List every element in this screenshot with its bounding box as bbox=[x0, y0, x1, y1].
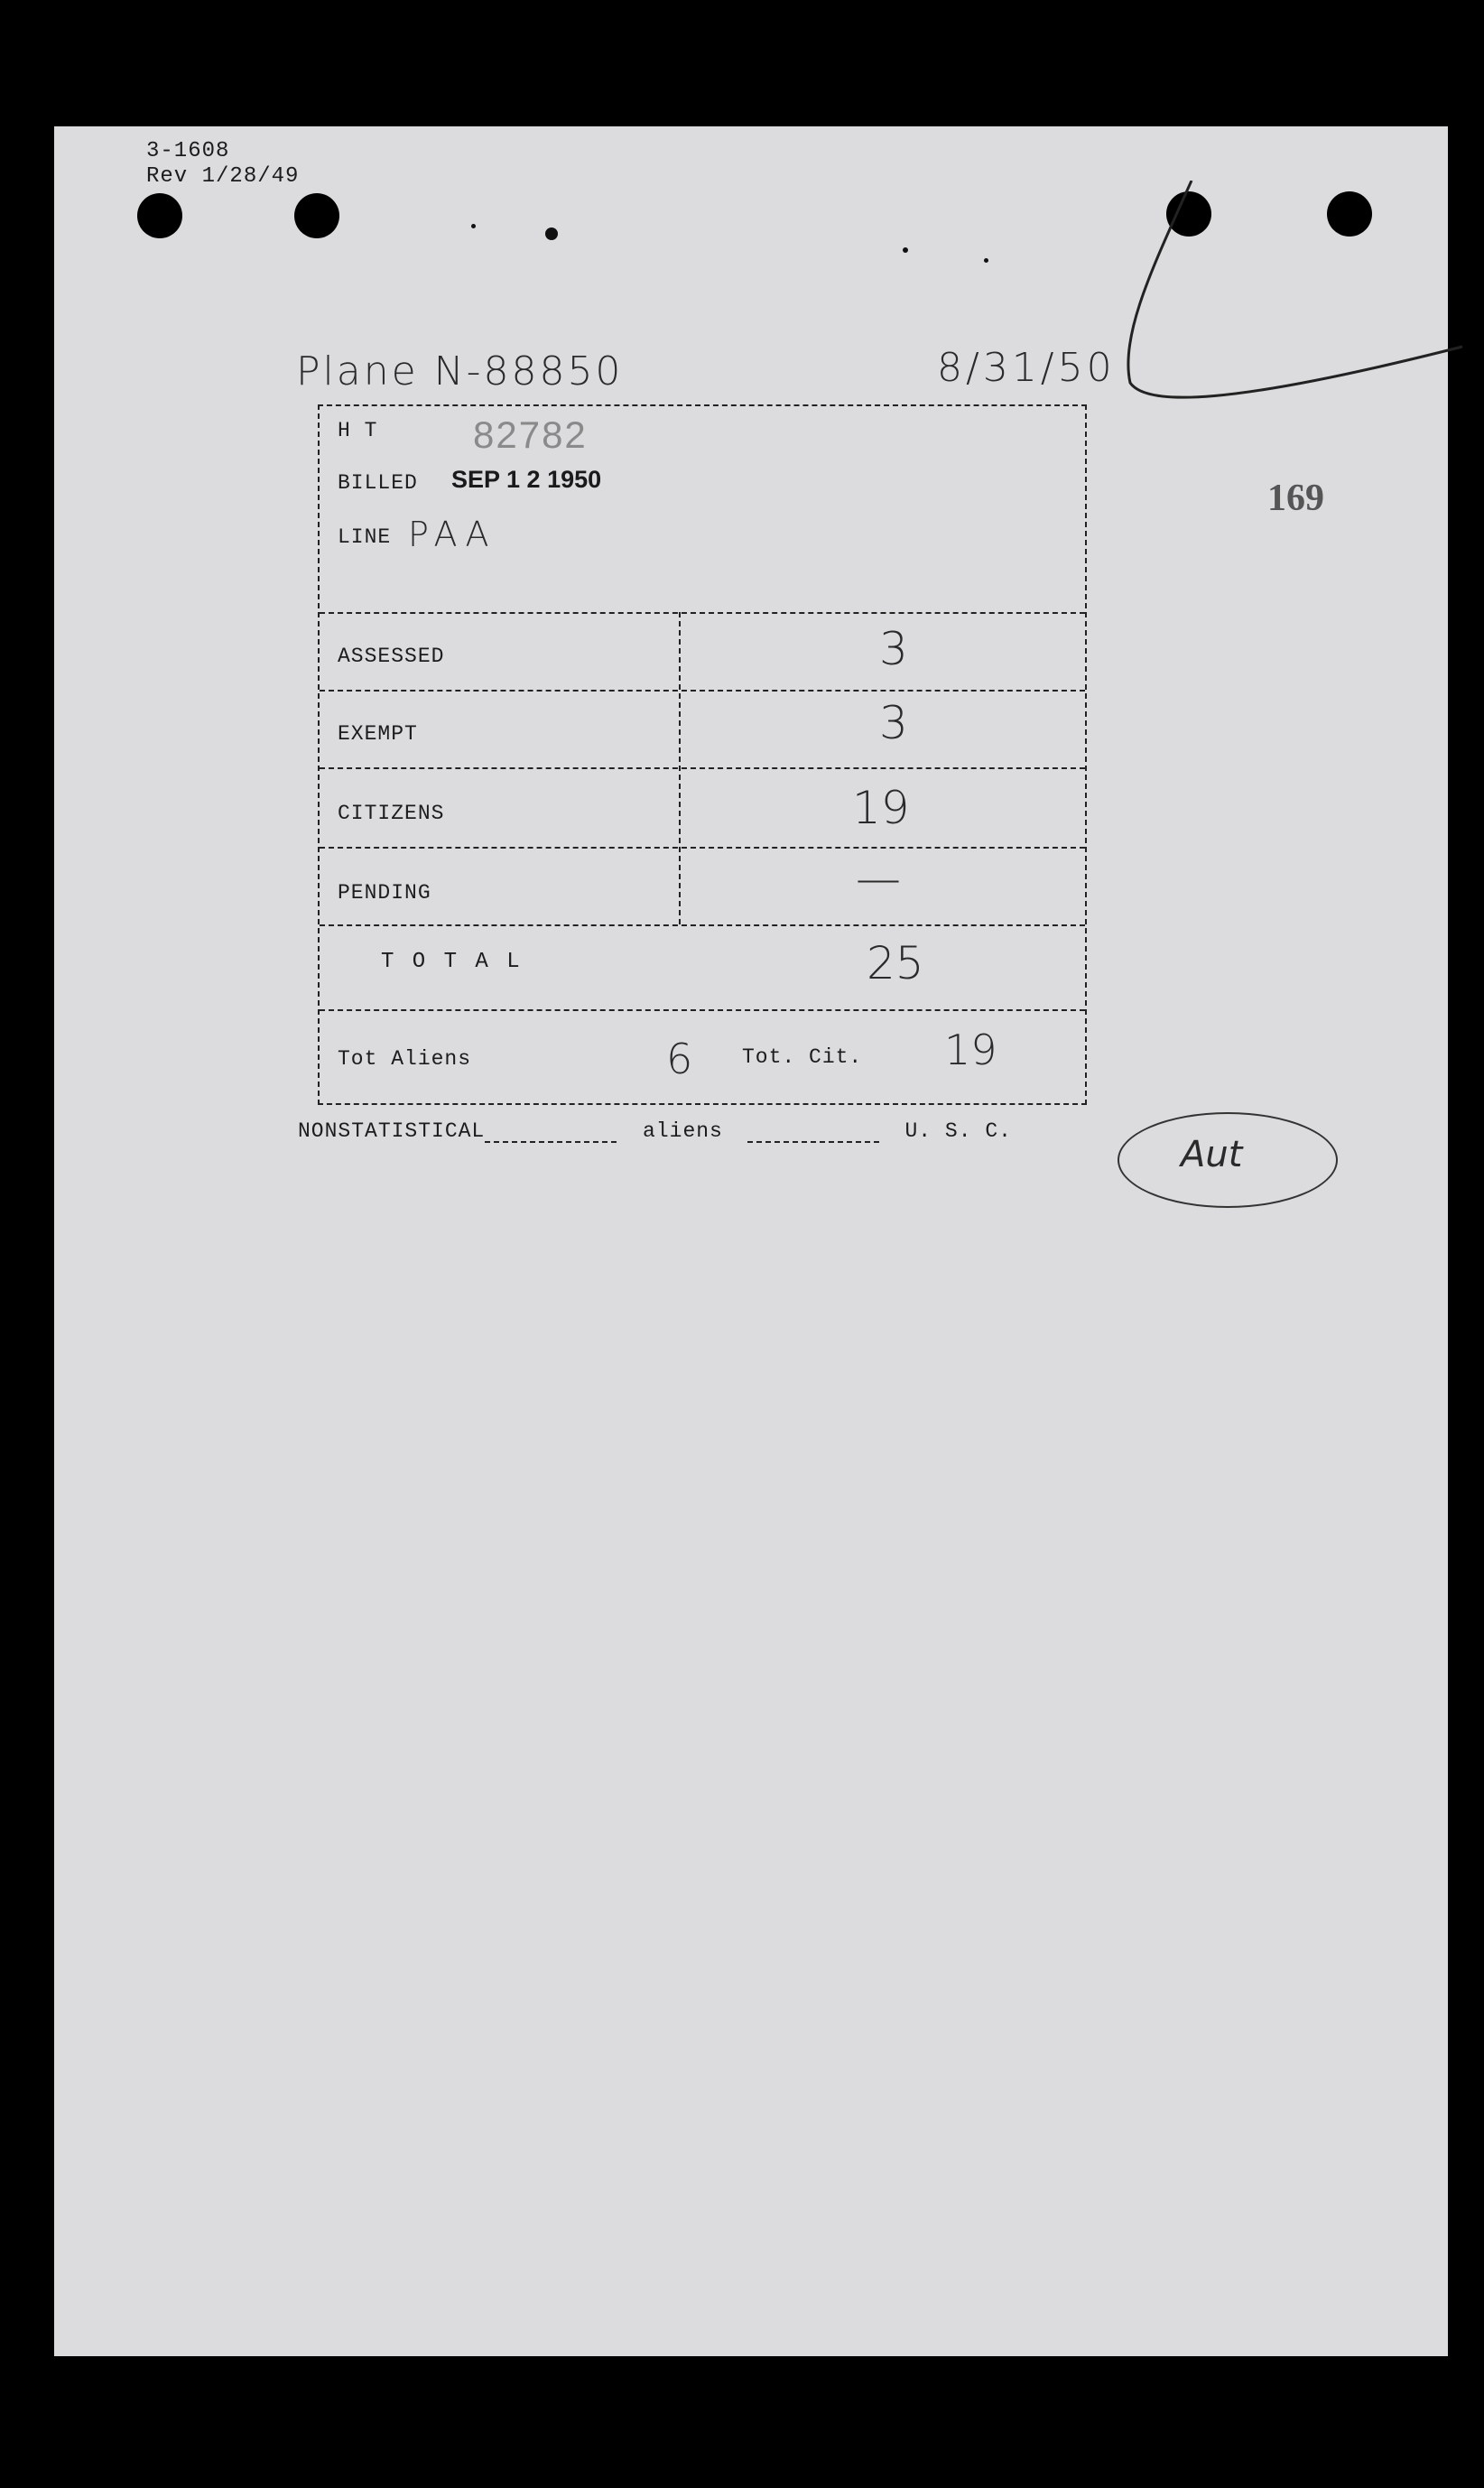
row-divider bbox=[320, 1009, 1085, 1011]
ink-speck bbox=[903, 247, 908, 253]
tot-aliens-label: Tot Aliens bbox=[338, 1047, 472, 1071]
row-divider bbox=[320, 612, 1085, 614]
tot-cit-value: 19 bbox=[944, 1026, 997, 1074]
ht-number: 82782 bbox=[473, 413, 588, 456]
row-label-assessed: ASSESSED bbox=[338, 645, 445, 668]
check-mark-stroke bbox=[1083, 181, 1480, 415]
ht-label: H T bbox=[338, 419, 378, 442]
column-divider bbox=[679, 612, 681, 924]
row-divider bbox=[320, 690, 1085, 692]
tally-form bbox=[318, 404, 1087, 1105]
document-page bbox=[54, 126, 1448, 2356]
row-label-exempt: EXEMPT bbox=[338, 722, 418, 746]
tot-cit-label: Tot. Cit. bbox=[742, 1045, 863, 1069]
punch-hole bbox=[137, 193, 182, 238]
billed-label: BILLED bbox=[338, 471, 418, 495]
row-divider bbox=[320, 847, 1085, 849]
billed-date-stamp: SEP 1 2 1950 bbox=[451, 466, 602, 493]
row-value-pending: — bbox=[856, 852, 901, 905]
punch-hole bbox=[294, 193, 339, 238]
total-label: T O T A L bbox=[381, 950, 523, 974]
nonstatistical-label: NONSTATISTICAL bbox=[298, 1119, 486, 1143]
initials-signature: Aut bbox=[1181, 1134, 1243, 1175]
plane-number: Plane N-88850 bbox=[296, 348, 624, 395]
line-value: PAA bbox=[408, 515, 496, 554]
ink-speck bbox=[984, 258, 988, 263]
blank-line bbox=[485, 1141, 617, 1143]
form-number: 3-1608 bbox=[146, 139, 230, 163]
handwritten-date: 8/31/50 bbox=[937, 345, 1116, 391]
row-value-assessed: 3 bbox=[879, 623, 908, 675]
row-value-exempt: 3 bbox=[879, 697, 908, 749]
blank-line bbox=[747, 1141, 879, 1143]
tot-aliens-value: 6 bbox=[666, 1035, 693, 1083]
ink-speck bbox=[545, 227, 558, 240]
row-label-citizens: CITIZENS bbox=[338, 802, 445, 825]
usc-label: U. S. C. bbox=[904, 1119, 1012, 1143]
aliens-label: aliens bbox=[643, 1119, 723, 1143]
form-revision: Rev 1/28/49 bbox=[146, 164, 300, 189]
row-divider bbox=[320, 924, 1085, 926]
line-label: LINE bbox=[338, 525, 392, 549]
page-number: 169 bbox=[1267, 478, 1324, 519]
ink-speck bbox=[471, 224, 476, 228]
row-label-pending: PENDING bbox=[338, 881, 431, 905]
total-value: 25 bbox=[867, 937, 924, 989]
nonstatistical-line bbox=[298, 1119, 1012, 1143]
row-value-citizens: 19 bbox=[852, 782, 910, 834]
row-divider bbox=[320, 767, 1085, 769]
